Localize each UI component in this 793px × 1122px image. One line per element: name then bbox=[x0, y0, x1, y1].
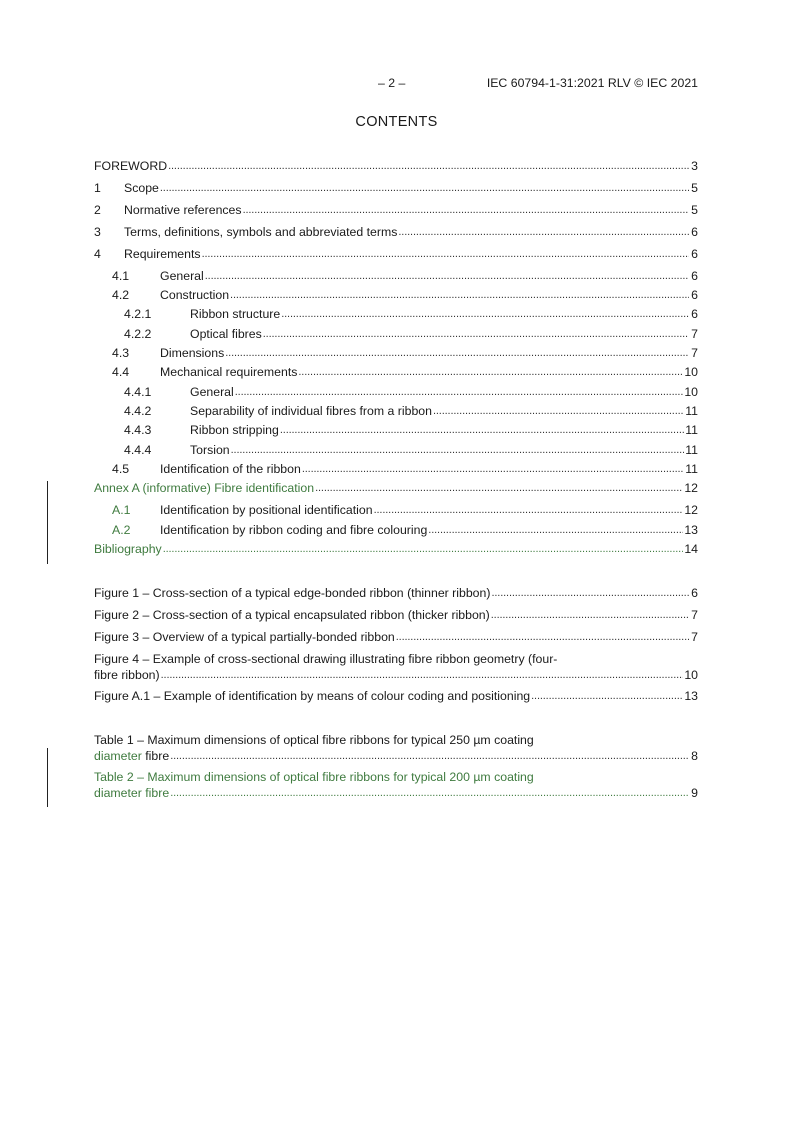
toc-entry-4-4-1[interactable]: 4.4.1 General . . . 10 bbox=[94, 384, 698, 400]
toc-entry-4-2[interactable]: 4.2 Construction . . . 6 bbox=[94, 287, 698, 303]
toc-entry-4-5[interactable]: 4.5 Identification of the ribbon . . . 11 bbox=[94, 461, 698, 477]
page-header bbox=[0, 76, 698, 92]
figure-entry-1[interactable]: Figure 1 – Cross-section of a typical edge-bonded ribbon (thinner ribbon) . . . 6 bbox=[94, 585, 698, 601]
toc-entry-4-2-1[interactable]: 4.2.1 Ribbon structure . . . 6 bbox=[94, 306, 698, 322]
toc-entry-a-1[interactable]: A.1 Identification by positional identification . . . 12 bbox=[94, 502, 698, 518]
toc-entry-4-3[interactable]: 4.3 Dimensions . . . 7 bbox=[94, 345, 698, 361]
figure-entry-2[interactable]: Figure 2 – Cross-section of a typical encapsulated ribbon (thicker ribbon) . . . 7 bbox=[94, 607, 698, 623]
table-entry-1[interactable]: Table 1 – Maximum dimensions of optical fibre ribbons for typical 250 µm coating diameter fibre . . . 8 bbox=[94, 732, 698, 764]
toc-entry-4-4-3[interactable]: 4.4.3 Ribbon stripping . . . 11 bbox=[94, 422, 698, 438]
revision-change-bar bbox=[47, 748, 48, 807]
contents-title: CONTENTS bbox=[355, 114, 438, 130]
toc-entry-requirements[interactable]: 4 Requirements . . . 6 bbox=[94, 246, 698, 262]
toc-entry-annex-a[interactable]: Annex A (informative) Fibre identification . . . 12 bbox=[94, 480, 698, 496]
table-entry-2[interactable]: Table 2 – Maximum dimensions of optical fibre ribbons for typical 200 µm coating diameter fibre . . . 9 bbox=[94, 769, 698, 801]
document-id: IEC 60794-1-31:2021 RLV © IEC 2021 bbox=[486, 76, 698, 90]
figure-entry-a-1[interactable]: Figure A.1 – Example of identification by means of colour coding and positioning . . . 13 bbox=[94, 688, 698, 704]
toc-entry-4-2-2[interactable]: 4.2.2 Optical fibres . . . 7 bbox=[94, 326, 698, 342]
page-number: – 2 – bbox=[378, 76, 406, 90]
figure-entry-4[interactable]: Figure 4 – Example of cross-sectional drawing illustrating fibre ribbon geometry (four- fibre ribbon) . . . 10 bbox=[94, 651, 698, 683]
toc-entry-bibliography[interactable]: Bibliography . . . 14 bbox=[94, 541, 698, 557]
toc-entry-scope[interactable]: 1 Scope . . . 5 bbox=[94, 180, 698, 196]
toc-entry-4-1[interactable]: 4.1 General . . . 6 bbox=[94, 268, 698, 284]
toc-entry-4-4[interactable]: 4.4 Mechanical requirements . . . 10 bbox=[94, 364, 698, 380]
toc-entry-4-4-2[interactable]: 4.4.2 Separability of individual fibres from a ribbon . . . 11 bbox=[94, 403, 698, 419]
figure-entry-3[interactable]: Figure 3 – Overview of a typical partially-bonded ribbon . . . 7 bbox=[94, 629, 698, 645]
toc-entry-normative-references[interactable]: 2 Normative references . . . 5 bbox=[94, 202, 698, 218]
toc-entry-a-2[interactable]: A.2 Identification by ribbon coding and fibre colouring . . . 13 bbox=[94, 522, 698, 538]
toc-entry-foreword[interactable]: FOREWORD . . . 3 bbox=[94, 158, 698, 174]
toc-entry-terms[interactable]: 3 Terms, definitions, symbols and abbreviated terms . . . 6 bbox=[94, 224, 698, 240]
toc-entry-4-4-4[interactable]: 4.4.4 Torsion . . . 11 bbox=[94, 442, 698, 458]
revision-change-bar bbox=[47, 481, 48, 564]
